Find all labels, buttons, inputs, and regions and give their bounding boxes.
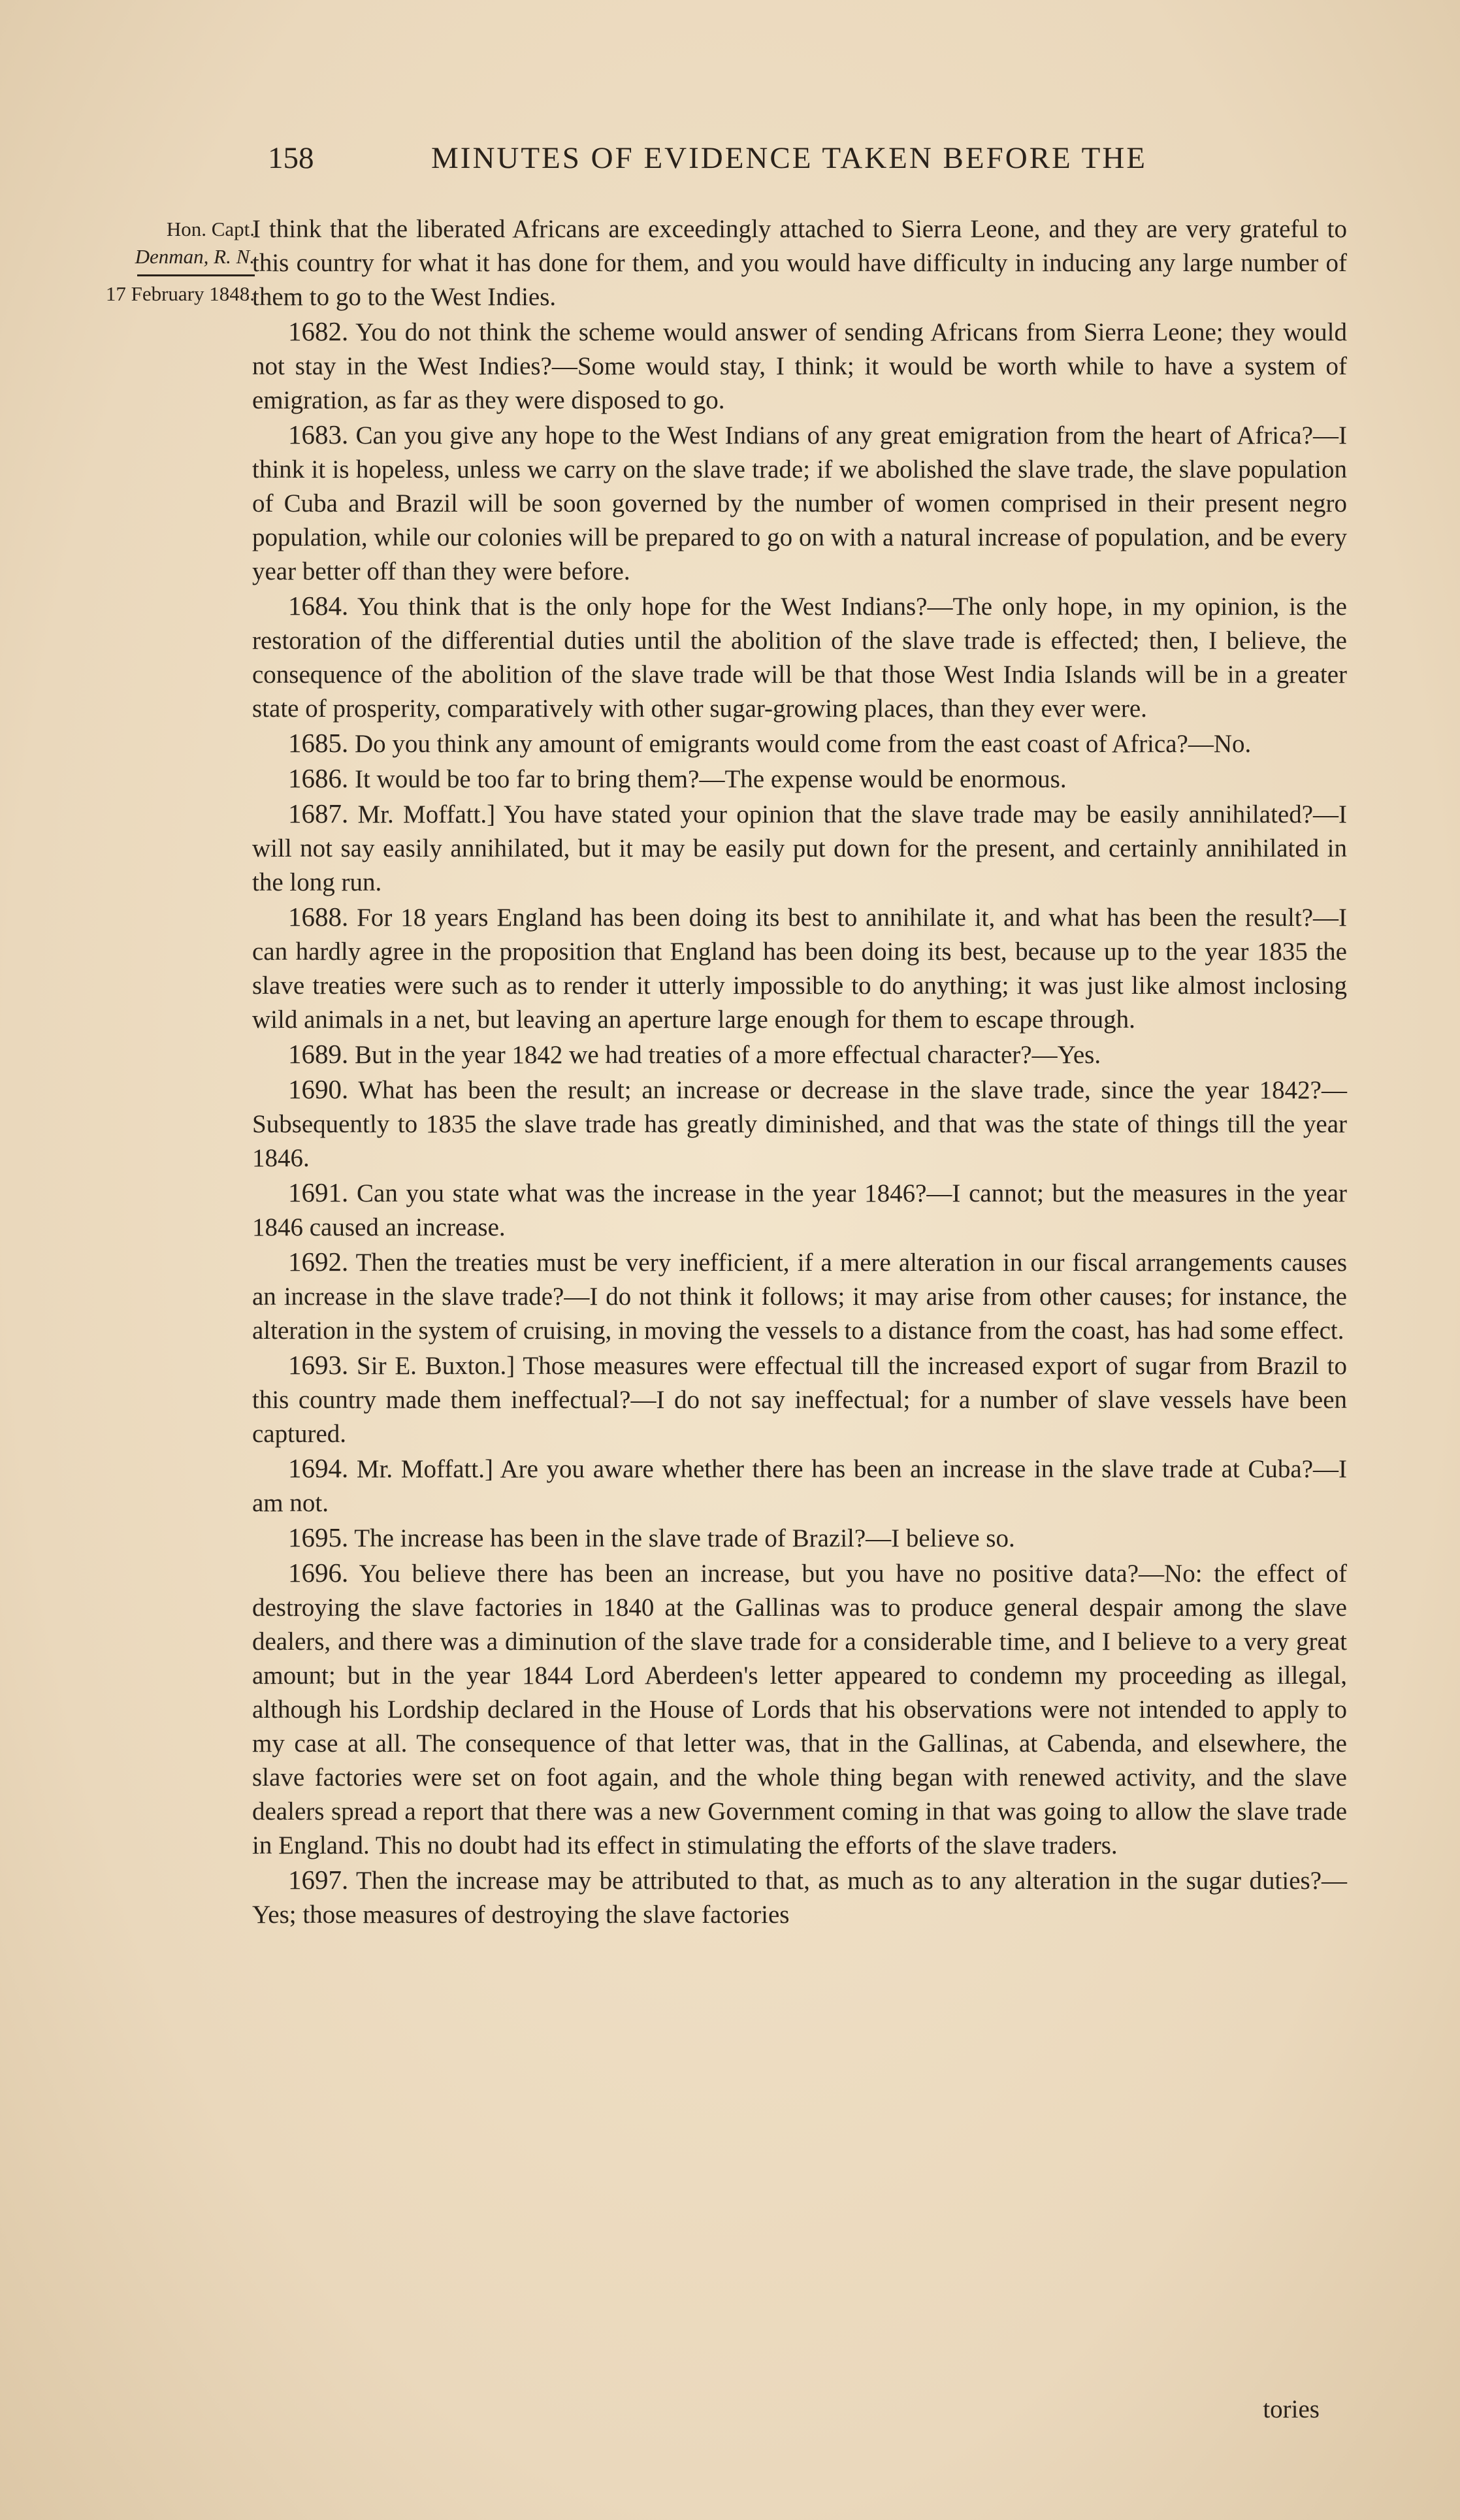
question-text: Mr. Moffatt.] You have stated your opinion that the slave trade may be easily annihilated?—I will not say easily annihilated, but it may be easily put down for the present, and certainly annihilated in the long run. (252, 800, 1348, 896)
evidence-paragraph (252, 1072, 1347, 1175)
question-text: It would be too far to bring them?—The expense would be enormous. (355, 765, 1067, 793)
question-number: 1682. (288, 316, 349, 346)
evidence-paragraph (252, 761, 1347, 796)
question-text: Can you give any hope to the West Indians of any great emigration from the heart of Africa?—I think it is hopeless, unless we carry on the slave trade; if we abolished the slave trade, the slave population of Cuba and Brazil will be soon governed by the number of women comprised in their present negro population, while our colonies will be prepared to go on with a natural increase of population, and be every year better off than they were before. (252, 421, 1348, 585)
question-text: Sir E. Buxton.] Those measures were effectual till the increased export of sugar from Brazil to this country made them ineffectual?—I do not say ineffectual; for a number of slave vessels have been captured. (252, 1352, 1347, 1448)
evidence-paragraph (252, 212, 1347, 314)
question-number: 1694. (288, 1453, 349, 1483)
evidence-paragraph (252, 314, 1347, 417)
witness-margin-note (52, 216, 255, 308)
question-number: 1689. (288, 1039, 349, 1069)
evidence-paragraph (252, 1037, 1347, 1072)
witness-name: Hon. Capt. (166, 218, 255, 240)
page-header (268, 140, 1352, 186)
question-text: For 18 years England has been doing its best to annihilate it, and what has been the result?—I can hardly agree in the proposition that England has been doing its best, because up to the year 1835 the slave treaties were such as to render it utterly impossible to do anything; it was just like almost inclosing wild animals in a net, but leaving an aperture large enough for them to escape through. (252, 904, 1348, 1034)
evidence-paragraph (252, 1451, 1347, 1520)
question-number: 1693. (288, 1350, 349, 1380)
question-number: 1687. (288, 798, 349, 828)
evidence-paragraph (252, 1175, 1347, 1245)
evidence-paragraph (252, 796, 1347, 900)
evidence-paragraph (252, 1863, 1347, 1932)
catchword: tories (1263, 2395, 1320, 2423)
evidence-body (252, 212, 1347, 1932)
evidence-paragraph (252, 1245, 1347, 1348)
question-text: You believe there has been an increase, but you have no positive data?—No: the effect of destroying the slave factories in 1840 at the Gallinas was to produce general despair among the slave dealers, and there was a diminution of the slave trade for a considerable time, and I believe to a very great amount; but in the year 1844 Lord Aberdeen's letter appeared to condemn my proceeding as illegal, although his Lordship declared in the House of Lords that his observations were not intended to apply to my case at all. The consequence of that letter was, that in the Gallinas, at Cabenda, and elsewhere, the slave factories were set on foot again, and the whole thing began with renewed activity, and the slave dealers spread a report that there was a new Government coming in that was going to allow the slave trade in England. This no doubt had its effect in stimulating the efforts of the slave traders. (252, 1560, 1347, 1859)
evidence-paragraph (252, 589, 1347, 726)
question-number: 1686. (288, 763, 349, 793)
question-number: 1697. (288, 1865, 349, 1895)
witness-rank: Denman, R. N. (135, 245, 255, 268)
margin-divider (137, 274, 255, 276)
question-text: Do you think any amount of emigrants would come from the east coast of Africa?—No. (355, 730, 1252, 758)
question-text: You think that is the only hope for the West Indians?—The only hope, in my opinion, is the restoration of the differential duties until the abolition of the slave trade is effected; then, I believe, the consequence of the abolition of the slave trade will be that those West India Islands will be in a greater state of prosperity, comparatively with other sugar-growing places, than they ever were. (252, 593, 1347, 723)
question-number: 1684. (288, 591, 349, 621)
evidence-paragraph (252, 1556, 1347, 1863)
question-text: Then the treaties must be very inefficient, if a mere alteration in our fiscal arrangements causes an increase in the slave trade?—I do not think it follows; it may arise from other causes; for instance, the alteration in the system of cruising, in moving the vessels to a distance from the coast, has had some effect. (252, 1249, 1348, 1345)
question-text: Mr. Moffatt.] Are you aware whether there has been an increase in the slave trade at Cuba?—I am not. (252, 1455, 1347, 1517)
question-text: But in the year 1842 we had treaties of a more effectual character?—Yes. (355, 1041, 1101, 1069)
question-text: The increase has been in the slave trade of Brazil?—I believe so. (354, 1524, 1015, 1552)
page-number: 158 (268, 141, 314, 175)
evidence-paragraph (252, 1520, 1347, 1556)
question-number: 1685. (288, 728, 349, 758)
evidence-paragraph (252, 1348, 1347, 1451)
answer-text: I think that the liberated Africans are exceedingly attached to Sierra Leone, and they are very grateful to this country for what it has done for them, and you would have difficulty in inducing any large number of them to go to the West Indies. (252, 215, 1347, 311)
question-number: 1690. (288, 1074, 349, 1104)
evidence-paragraph (252, 726, 1347, 761)
evidence-paragraph (252, 900, 1347, 1037)
question-number: 1696. (288, 1558, 349, 1588)
question-number: 1683. (288, 419, 349, 450)
question-text: What has been the result; an increase or decrease in the slave trade, since the year 1842?—Subsequently to 1835 the slave trade has greatly diminished, and that was the state of things till the year 1846. (252, 1076, 1347, 1172)
evidence-paragraph (252, 417, 1347, 589)
question-number: 1692. (288, 1247, 349, 1277)
question-text: Can you state what was the increase in the year 1846?—I cannot; but the measures in the year 1846 caused an increase. (252, 1179, 1348, 1241)
question-number: 1688. (288, 902, 349, 932)
running-title: MINUTES OF EVIDENCE TAKEN BEFORE THE (431, 141, 1148, 175)
question-text: Then the increase may be attributed to that, as much as to any alteration in the sugar duties?—Yes; those measures of destroying the slave factories (252, 1867, 1347, 1929)
testimony-date: 17 February 1848. (105, 282, 255, 305)
question-number: 1691. (288, 1177, 349, 1207)
question-text: You do not think the scheme would answer of sending Africans from Sierra Leone; they would not stay in the West Indies?—Some would stay, I think; it would be worth while to have a system of emigration, as far as they were disposed to go. (252, 318, 1347, 414)
question-number: 1695. (288, 1522, 349, 1552)
